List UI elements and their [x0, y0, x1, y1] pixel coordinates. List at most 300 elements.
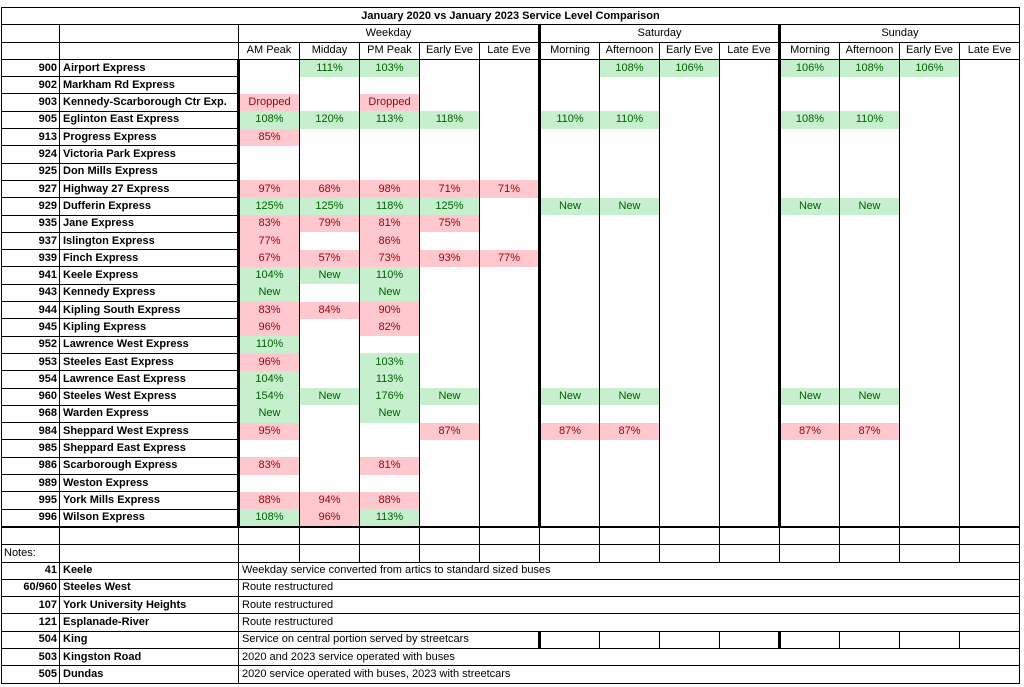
service-level-cell — [420, 440, 480, 457]
service-level-cell — [420, 94, 480, 111]
note-row — [2, 631, 1020, 648]
service-level-cell — [480, 336, 540, 353]
service-level-cell: 125% — [420, 198, 480, 215]
service-level-cell — [300, 146, 360, 163]
service-level-cell — [780, 302, 840, 319]
blank-cell — [780, 527, 840, 545]
blank-cell — [960, 631, 1020, 648]
service-level-cell — [840, 94, 900, 111]
route-name: Kipling Express — [60, 319, 239, 336]
service-level-cell — [360, 77, 420, 94]
service-level-cell — [600, 475, 660, 492]
service-level-cell: 81% — [360, 457, 420, 474]
service-level-cell: 108% — [840, 59, 900, 76]
service-level-cell — [420, 129, 480, 146]
route-name: Kennedy-Scarborough Ctr Exp. — [60, 94, 239, 111]
service-level-cell — [840, 129, 900, 146]
service-level-cell: New — [239, 405, 300, 422]
service-level-cell — [960, 198, 1020, 215]
service-level-cell — [900, 163, 960, 180]
group-saturday: Saturday — [540, 25, 780, 42]
service-level-cell — [840, 336, 900, 353]
service-level-cell — [960, 423, 1020, 440]
service-level-cell — [780, 509, 840, 527]
blank-cell — [60, 42, 239, 59]
note-row — [2, 579, 1020, 596]
service-level-cell — [720, 457, 780, 474]
route-name: Airport Express — [60, 59, 239, 76]
service-level-cell — [840, 232, 900, 249]
service-level-cell: New — [540, 198, 600, 215]
blank-cell — [720, 545, 780, 562]
service-level-cell: 103% — [360, 59, 420, 76]
note-text: Service on central portion served by streetcars — [239, 631, 540, 648]
service-comparison-table — [1, 7, 1020, 684]
service-level-cell — [900, 180, 960, 197]
table-row — [2, 457, 1020, 474]
route-name: Weston Express — [60, 475, 239, 492]
table-row — [2, 371, 1020, 388]
blank-cell — [420, 527, 480, 545]
service-level-cell — [540, 405, 600, 422]
service-level-cell — [780, 94, 840, 111]
service-level-cell — [840, 475, 900, 492]
service-level-cell — [540, 215, 600, 232]
service-level-cell — [960, 509, 1020, 527]
service-level-cell: New — [360, 284, 420, 301]
service-level-cell — [960, 371, 1020, 388]
service-level-cell: 68% — [300, 180, 360, 197]
table-body — [2, 8, 1020, 684]
blank-cell — [900, 545, 960, 562]
service-level-cell: 84% — [300, 302, 360, 319]
blank-cell — [960, 545, 1020, 562]
service-level-cell — [780, 457, 840, 474]
service-level-cell — [780, 405, 840, 422]
service-level-cell — [420, 336, 480, 353]
route-number: 929 — [2, 198, 60, 215]
service-level-cell — [300, 457, 360, 474]
service-level-cell — [360, 423, 420, 440]
service-level-cell — [960, 180, 1020, 197]
note-row — [2, 666, 1020, 683]
service-level-cell: 77% — [480, 250, 540, 267]
service-level-cell: New — [600, 198, 660, 215]
service-level-cell — [780, 215, 840, 232]
service-level-cell — [300, 475, 360, 492]
service-level-cell — [660, 353, 720, 370]
service-level-cell — [900, 232, 960, 249]
service-level-cell: New — [300, 388, 360, 405]
service-level-cell — [540, 146, 600, 163]
service-level-cell — [960, 284, 1020, 301]
note-route-name: York University Heights — [60, 597, 239, 614]
route-number: 984 — [2, 423, 60, 440]
service-level-cell — [480, 405, 540, 422]
service-level-cell — [660, 77, 720, 94]
service-level-cell — [239, 146, 300, 163]
service-level-cell — [300, 163, 360, 180]
service-level-cell: 67% — [239, 250, 300, 267]
service-level-cell: 104% — [239, 371, 300, 388]
service-level-cell — [300, 336, 360, 353]
column-header: Early Eve — [660, 42, 720, 59]
service-level-cell: 125% — [300, 198, 360, 215]
blank-cell — [840, 545, 900, 562]
service-level-cell — [960, 457, 1020, 474]
service-level-cell — [660, 509, 720, 527]
service-level-cell — [960, 250, 1020, 267]
note-route-number: 505 — [2, 666, 60, 683]
service-level-cell: 73% — [360, 250, 420, 267]
service-level-cell — [720, 198, 780, 215]
service-level-cell — [420, 146, 480, 163]
service-level-cell: 85% — [239, 129, 300, 146]
group-sunday: Sunday — [780, 25, 1020, 42]
service-level-cell — [960, 440, 1020, 457]
service-level-cell — [780, 284, 840, 301]
note-text: Route restructured — [239, 579, 1020, 596]
service-level-cell — [540, 492, 600, 509]
service-level-cell — [780, 267, 840, 284]
route-number: 960 — [2, 388, 60, 405]
service-level-cell — [660, 457, 720, 474]
service-level-cell — [480, 59, 540, 76]
service-level-cell — [660, 94, 720, 111]
service-level-cell — [660, 163, 720, 180]
service-level-cell — [360, 440, 420, 457]
service-level-cell — [420, 509, 480, 527]
service-level-cell — [420, 77, 480, 94]
blank-cell — [2, 42, 60, 59]
service-level-cell — [600, 94, 660, 111]
service-level-cell — [900, 198, 960, 215]
service-level-cell — [600, 440, 660, 457]
service-level-cell — [540, 457, 600, 474]
service-level-cell — [900, 440, 960, 457]
service-level-cell — [960, 388, 1020, 405]
service-level-cell — [660, 250, 720, 267]
route-number: 954 — [2, 371, 60, 388]
service-level-cell — [840, 457, 900, 474]
service-level-cell: 96% — [239, 319, 300, 336]
blank-cell — [480, 527, 540, 545]
note-route-name: Esplanade-River — [60, 614, 239, 631]
service-level-cell — [720, 319, 780, 336]
table-row — [2, 423, 1020, 440]
service-level-cell — [420, 232, 480, 249]
group-weekday: Weekday — [239, 25, 540, 42]
service-level-cell — [660, 440, 720, 457]
service-level-cell: 108% — [239, 509, 300, 527]
note-route-number: 60/960 — [2, 579, 60, 596]
service-level-cell — [660, 371, 720, 388]
table-row — [2, 492, 1020, 509]
service-level-cell: 87% — [780, 423, 840, 440]
service-level-cell: New — [840, 388, 900, 405]
service-level-cell — [840, 163, 900, 180]
service-level-cell — [780, 371, 840, 388]
table-row — [2, 284, 1020, 301]
service-level-cell: 98% — [360, 180, 420, 197]
service-level-cell — [720, 492, 780, 509]
service-level-cell — [540, 353, 600, 370]
service-level-cell — [900, 146, 960, 163]
table-row — [2, 267, 1020, 284]
service-level-cell — [600, 215, 660, 232]
note-route-name: Kingston Road — [60, 648, 239, 665]
service-level-cell — [960, 59, 1020, 76]
route-number: 952 — [2, 336, 60, 353]
service-level-cell — [780, 129, 840, 146]
service-level-cell: 88% — [360, 492, 420, 509]
service-level-cell — [300, 440, 360, 457]
service-level-cell — [420, 353, 480, 370]
service-level-cell: 77% — [239, 232, 300, 249]
service-level-cell — [300, 232, 360, 249]
service-level-cell — [600, 509, 660, 527]
column-header: PM Peak — [360, 42, 420, 59]
service-level-cell: 88% — [239, 492, 300, 509]
table-row — [2, 198, 1020, 215]
note-text: 2020 service operated with buses, 2023 with streetcars — [239, 666, 1020, 683]
service-level-cell — [420, 302, 480, 319]
route-name: Dufferin Express — [60, 198, 239, 215]
service-level-cell — [960, 129, 1020, 146]
note-route-number: 504 — [2, 631, 60, 648]
table-row — [2, 94, 1020, 111]
blank-cell — [840, 631, 900, 648]
service-level-cell — [600, 319, 660, 336]
service-level-cell — [480, 423, 540, 440]
service-level-cell: 94% — [300, 492, 360, 509]
column-header: Midday — [300, 42, 360, 59]
service-level-cell: 110% — [600, 111, 660, 128]
service-level-cell — [540, 129, 600, 146]
route-name: Lawrence West Express — [60, 336, 239, 353]
service-level-cell: 108% — [239, 111, 300, 128]
service-level-cell — [480, 267, 540, 284]
blank-cell — [360, 527, 420, 545]
route-name: Don Mills Express — [60, 163, 239, 180]
route-number: 903 — [2, 94, 60, 111]
service-level-cell — [600, 77, 660, 94]
table-row — [2, 129, 1020, 146]
service-level-cell — [540, 59, 600, 76]
blank-cell — [660, 545, 720, 562]
service-level-cell — [480, 475, 540, 492]
route-name: Eglinton East Express — [60, 111, 239, 128]
note-text: Route restructured — [239, 614, 1020, 631]
service-level-cell — [600, 302, 660, 319]
service-level-cell — [660, 215, 720, 232]
route-number: 902 — [2, 77, 60, 94]
route-name: Kennedy Express — [60, 284, 239, 301]
service-level-cell — [720, 232, 780, 249]
service-level-cell — [960, 232, 1020, 249]
route-number: 939 — [2, 250, 60, 267]
service-level-cell: 71% — [420, 180, 480, 197]
table-row — [2, 336, 1020, 353]
service-level-cell — [960, 336, 1020, 353]
service-level-cell — [900, 492, 960, 509]
route-number: 968 — [2, 405, 60, 422]
service-level-cell — [660, 180, 720, 197]
service-level-cell: 118% — [360, 198, 420, 215]
route-name: Scarborough Express — [60, 457, 239, 474]
service-level-cell: 108% — [600, 59, 660, 76]
table-row — [2, 146, 1020, 163]
service-level-cell — [780, 146, 840, 163]
blank-cell — [720, 631, 780, 648]
service-level-cell — [960, 405, 1020, 422]
service-level-cell — [600, 129, 660, 146]
service-level-cell — [960, 163, 1020, 180]
service-level-cell: 103% — [360, 353, 420, 370]
route-number: 913 — [2, 129, 60, 146]
service-level-cell — [420, 457, 480, 474]
blank-cell — [780, 631, 840, 648]
service-level-cell — [480, 509, 540, 527]
service-level-cell — [900, 388, 960, 405]
table-row — [2, 59, 1020, 76]
service-level-cell — [840, 180, 900, 197]
service-level-cell — [840, 440, 900, 457]
service-level-cell: New — [780, 388, 840, 405]
service-level-cell — [480, 353, 540, 370]
service-level-cell: 90% — [360, 302, 420, 319]
service-level-cell — [660, 492, 720, 509]
service-level-cell — [600, 146, 660, 163]
service-level-cell: New — [300, 267, 360, 284]
service-level-cell — [600, 353, 660, 370]
route-number: 924 — [2, 146, 60, 163]
service-level-cell — [660, 302, 720, 319]
blank-cell — [600, 527, 660, 545]
route-number: 943 — [2, 284, 60, 301]
blank-cell — [239, 527, 300, 545]
note-row — [2, 562, 1020, 579]
service-level-cell: 113% — [360, 371, 420, 388]
service-level-cell — [960, 302, 1020, 319]
table-row — [2, 302, 1020, 319]
service-level-cell — [720, 284, 780, 301]
note-row — [2, 614, 1020, 631]
service-level-cell — [900, 371, 960, 388]
service-level-cell — [540, 509, 600, 527]
service-level-cell — [780, 232, 840, 249]
column-header: Afternoon — [600, 42, 660, 59]
route-name: Keele Express — [60, 267, 239, 284]
blank-cell — [420, 545, 480, 562]
route-name: Warden Express — [60, 405, 239, 422]
note-route-name: Dundas — [60, 666, 239, 683]
note-row — [2, 597, 1020, 614]
service-level-cell: New — [600, 388, 660, 405]
service-level-cell — [239, 440, 300, 457]
service-level-cell — [480, 163, 540, 180]
service-level-cell: 75% — [420, 215, 480, 232]
route-name: Wilson Express — [60, 509, 239, 527]
service-level-cell — [480, 440, 540, 457]
blank-cell — [840, 527, 900, 545]
service-level-cell — [420, 492, 480, 509]
blank-cell — [480, 545, 540, 562]
service-level-cell: 110% — [540, 111, 600, 128]
note-route-number: 503 — [2, 648, 60, 665]
service-level-cell — [840, 250, 900, 267]
service-level-cell: New — [840, 198, 900, 215]
table-row — [2, 232, 1020, 249]
service-level-cell — [660, 475, 720, 492]
service-level-cell — [420, 267, 480, 284]
note-route-name: Steeles West — [60, 579, 239, 596]
service-level-cell — [840, 509, 900, 527]
column-header: Late Eve — [480, 42, 540, 59]
table-row — [2, 163, 1020, 180]
service-level-cell — [600, 405, 660, 422]
service-level-cell — [540, 440, 600, 457]
service-level-cell — [420, 284, 480, 301]
service-level-cell — [960, 267, 1020, 284]
table-title: January 2020 vs January 2023 Service Level Comparison — [2, 8, 1020, 25]
service-level-cell — [300, 423, 360, 440]
service-level-cell — [300, 129, 360, 146]
route-number: 905 — [2, 111, 60, 128]
route-number: 953 — [2, 353, 60, 370]
service-level-cell — [420, 319, 480, 336]
service-level-cell — [840, 319, 900, 336]
blank-cell — [239, 545, 300, 562]
service-level-cell — [780, 180, 840, 197]
service-level-cell — [660, 146, 720, 163]
service-level-cell — [900, 111, 960, 128]
service-level-cell — [720, 146, 780, 163]
service-level-cell — [480, 94, 540, 111]
blank-cell — [2, 527, 60, 545]
service-level-cell — [840, 284, 900, 301]
service-level-cell — [900, 129, 960, 146]
route-number: 945 — [2, 319, 60, 336]
spacer-row — [2, 527, 1020, 545]
route-name: Kipling South Express — [60, 302, 239, 319]
service-level-cell — [720, 353, 780, 370]
service-level-cell: 79% — [300, 215, 360, 232]
service-level-cell: 120% — [300, 111, 360, 128]
service-level-cell — [840, 215, 900, 232]
service-level-cell — [780, 475, 840, 492]
service-level-cell — [480, 77, 540, 94]
blank-cell — [900, 527, 960, 545]
blank-cell — [540, 631, 600, 648]
note-row — [2, 648, 1020, 665]
blank-cell — [900, 631, 960, 648]
service-level-cell — [900, 267, 960, 284]
service-level-cell: 81% — [360, 215, 420, 232]
service-level-cell: New — [239, 284, 300, 301]
service-level-cell — [960, 475, 1020, 492]
service-level-cell: 95% — [239, 423, 300, 440]
service-level-cell — [300, 353, 360, 370]
service-level-cell: 104% — [239, 267, 300, 284]
service-level-cell — [540, 77, 600, 94]
table-row — [2, 319, 1020, 336]
table-row — [2, 405, 1020, 422]
service-level-cell: 110% — [239, 336, 300, 353]
route-number: 985 — [2, 440, 60, 457]
service-level-cell — [600, 284, 660, 301]
blank-cell — [2, 25, 60, 42]
